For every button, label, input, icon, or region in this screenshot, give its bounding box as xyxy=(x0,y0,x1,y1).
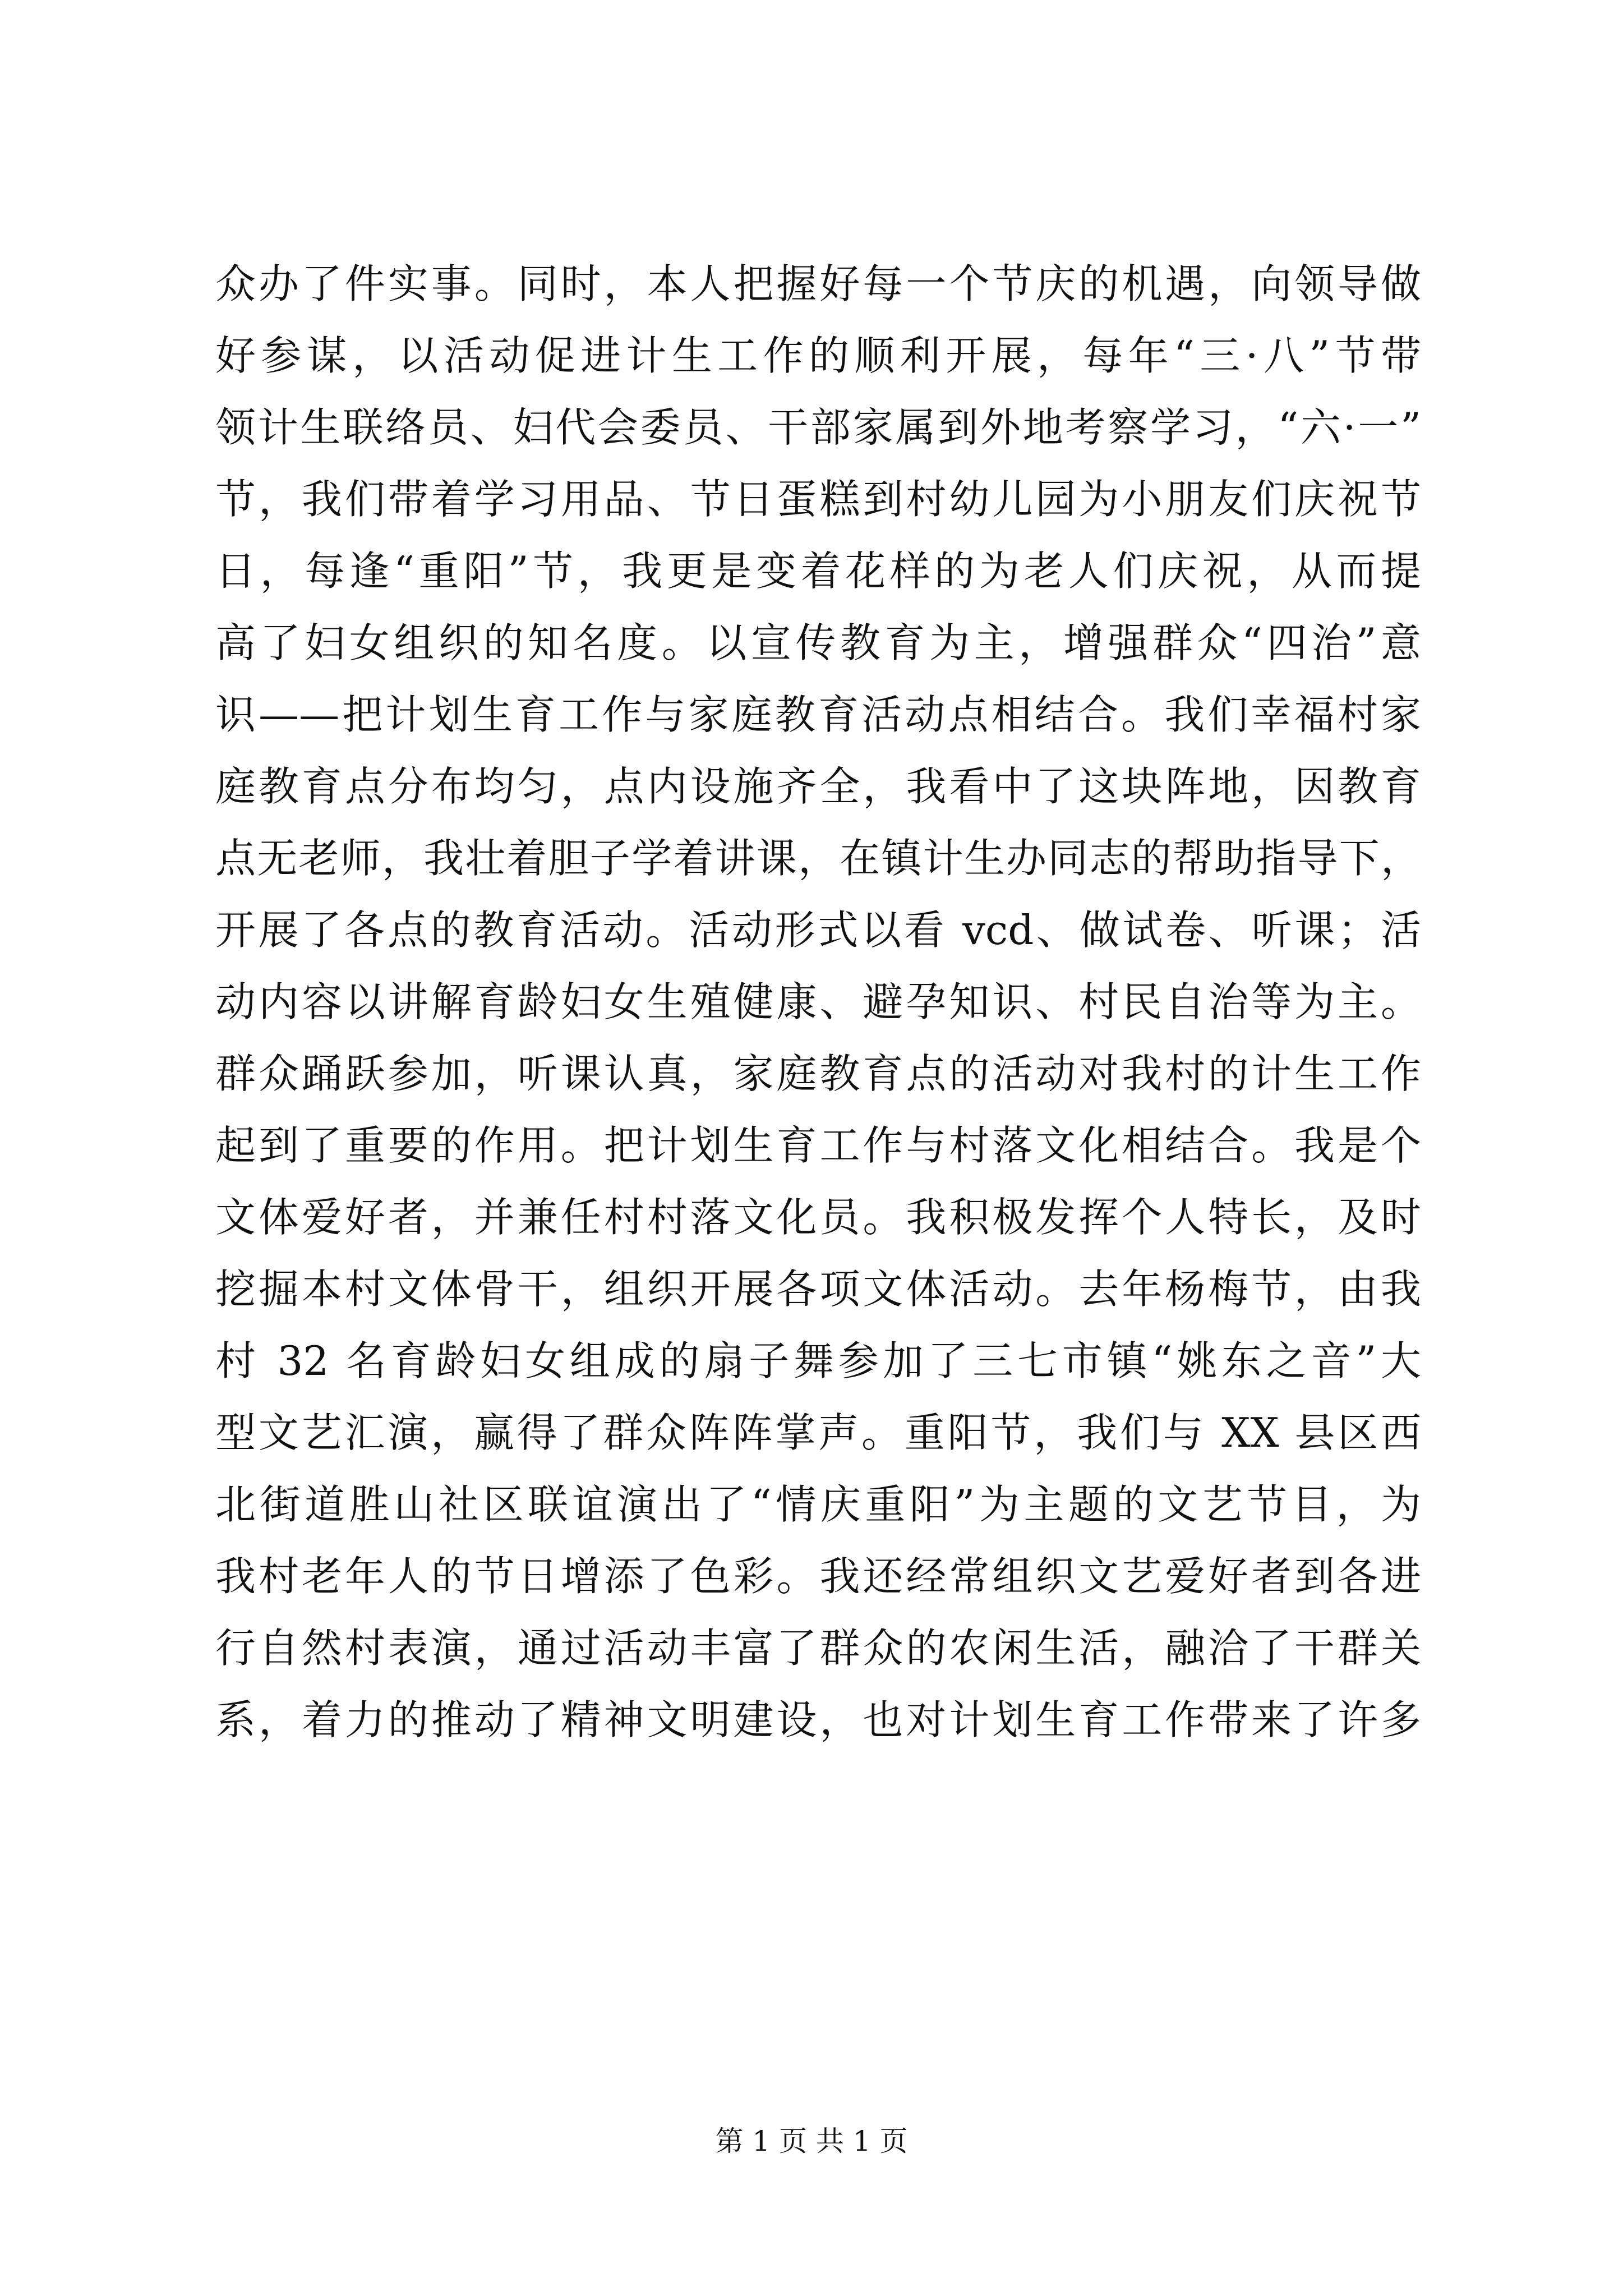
text-line: 文体爱好者，并兼任村村落文化员。我积极发挥个人特长，及时 xyxy=(215,1194,1421,1241)
text-line: 型文艺汇演，赢得了群众阵阵掌声。重阳节，我们与 XX 县区西 xyxy=(215,1409,1421,1456)
text-line: 庭教育点分布均匀，点内设施齐全，我看中了这块阵地，因教育 xyxy=(215,763,1421,810)
text-line: 系，着力的推动了精神文明建设，也对计划生育工作带来了许多 xyxy=(215,1696,1421,1743)
text-line: 村 32 名育龄妇女组成的扇子舞参加了三七市镇“姚东之音”大 xyxy=(215,1337,1421,1384)
text-line: 群众踊跃参加，听课认真，家庭教育点的活动对我村的计生工作 xyxy=(215,1050,1421,1097)
text-line: 开展了各点的教育活动。活动形式以看 vcd、做试卷、听课；活 xyxy=(215,907,1421,954)
text-line: 动内容以讲解育龄妇女生殖健康、避孕知识、村民自治等为主。 xyxy=(215,978,1421,1025)
text-line: 识——把计划生育工作与家庭教育活动点相结合。我们幸福村家 xyxy=(215,691,1421,738)
body-text xyxy=(215,248,1421,1756)
text-line: 领计生联络员、妇代会委员、干部家属到外地考察学习，“六·一” xyxy=(215,404,1421,451)
text-line: 行自然村表演，通过活动丰富了群众的农闲生活，融洽了干群关 xyxy=(215,1625,1421,1672)
text-line: 节，我们带着学习用品、节日蛋糕到村幼儿园为小朋友们庆祝节 xyxy=(215,476,1421,523)
text-line: 挖掘本村文体骨干，组织开展各项文体活动。去年杨梅节，由我 xyxy=(215,1266,1421,1313)
text-line: 高了妇女组织的知名度。以宣传教育为主，增强群众“四治”意 xyxy=(215,619,1421,666)
text-line: 点无老师，我壮着胆子学着讲课，在镇计生办同志的帮助指导下， xyxy=(215,835,1421,882)
text-line: 我村老年人的节日增添了色彩。我还经常组织文艺爱好者到各进 xyxy=(215,1553,1421,1600)
text-line: 众办了件实事。同时，本人把握好每一个节庆的机遇，向领导做 xyxy=(215,260,1421,307)
text-line: 北街道胜山社区联谊演出了“情庆重阳”为主题的文艺节目，为 xyxy=(215,1481,1421,1528)
text-line: 好参谋，以活动促进计生工作的顺利开展，每年“三·八”节带 xyxy=(215,332,1421,379)
text-line: 起到了重要的作用。把计划生育工作与村落文化相结合。我是个 xyxy=(215,1122,1421,1169)
text-line: 日，每逢“重阳”节，我更是变着花样的为老人们庆祝，从而提 xyxy=(215,547,1421,595)
page-number-footer: 第 1 页 共 1 页 xyxy=(715,2125,908,2157)
